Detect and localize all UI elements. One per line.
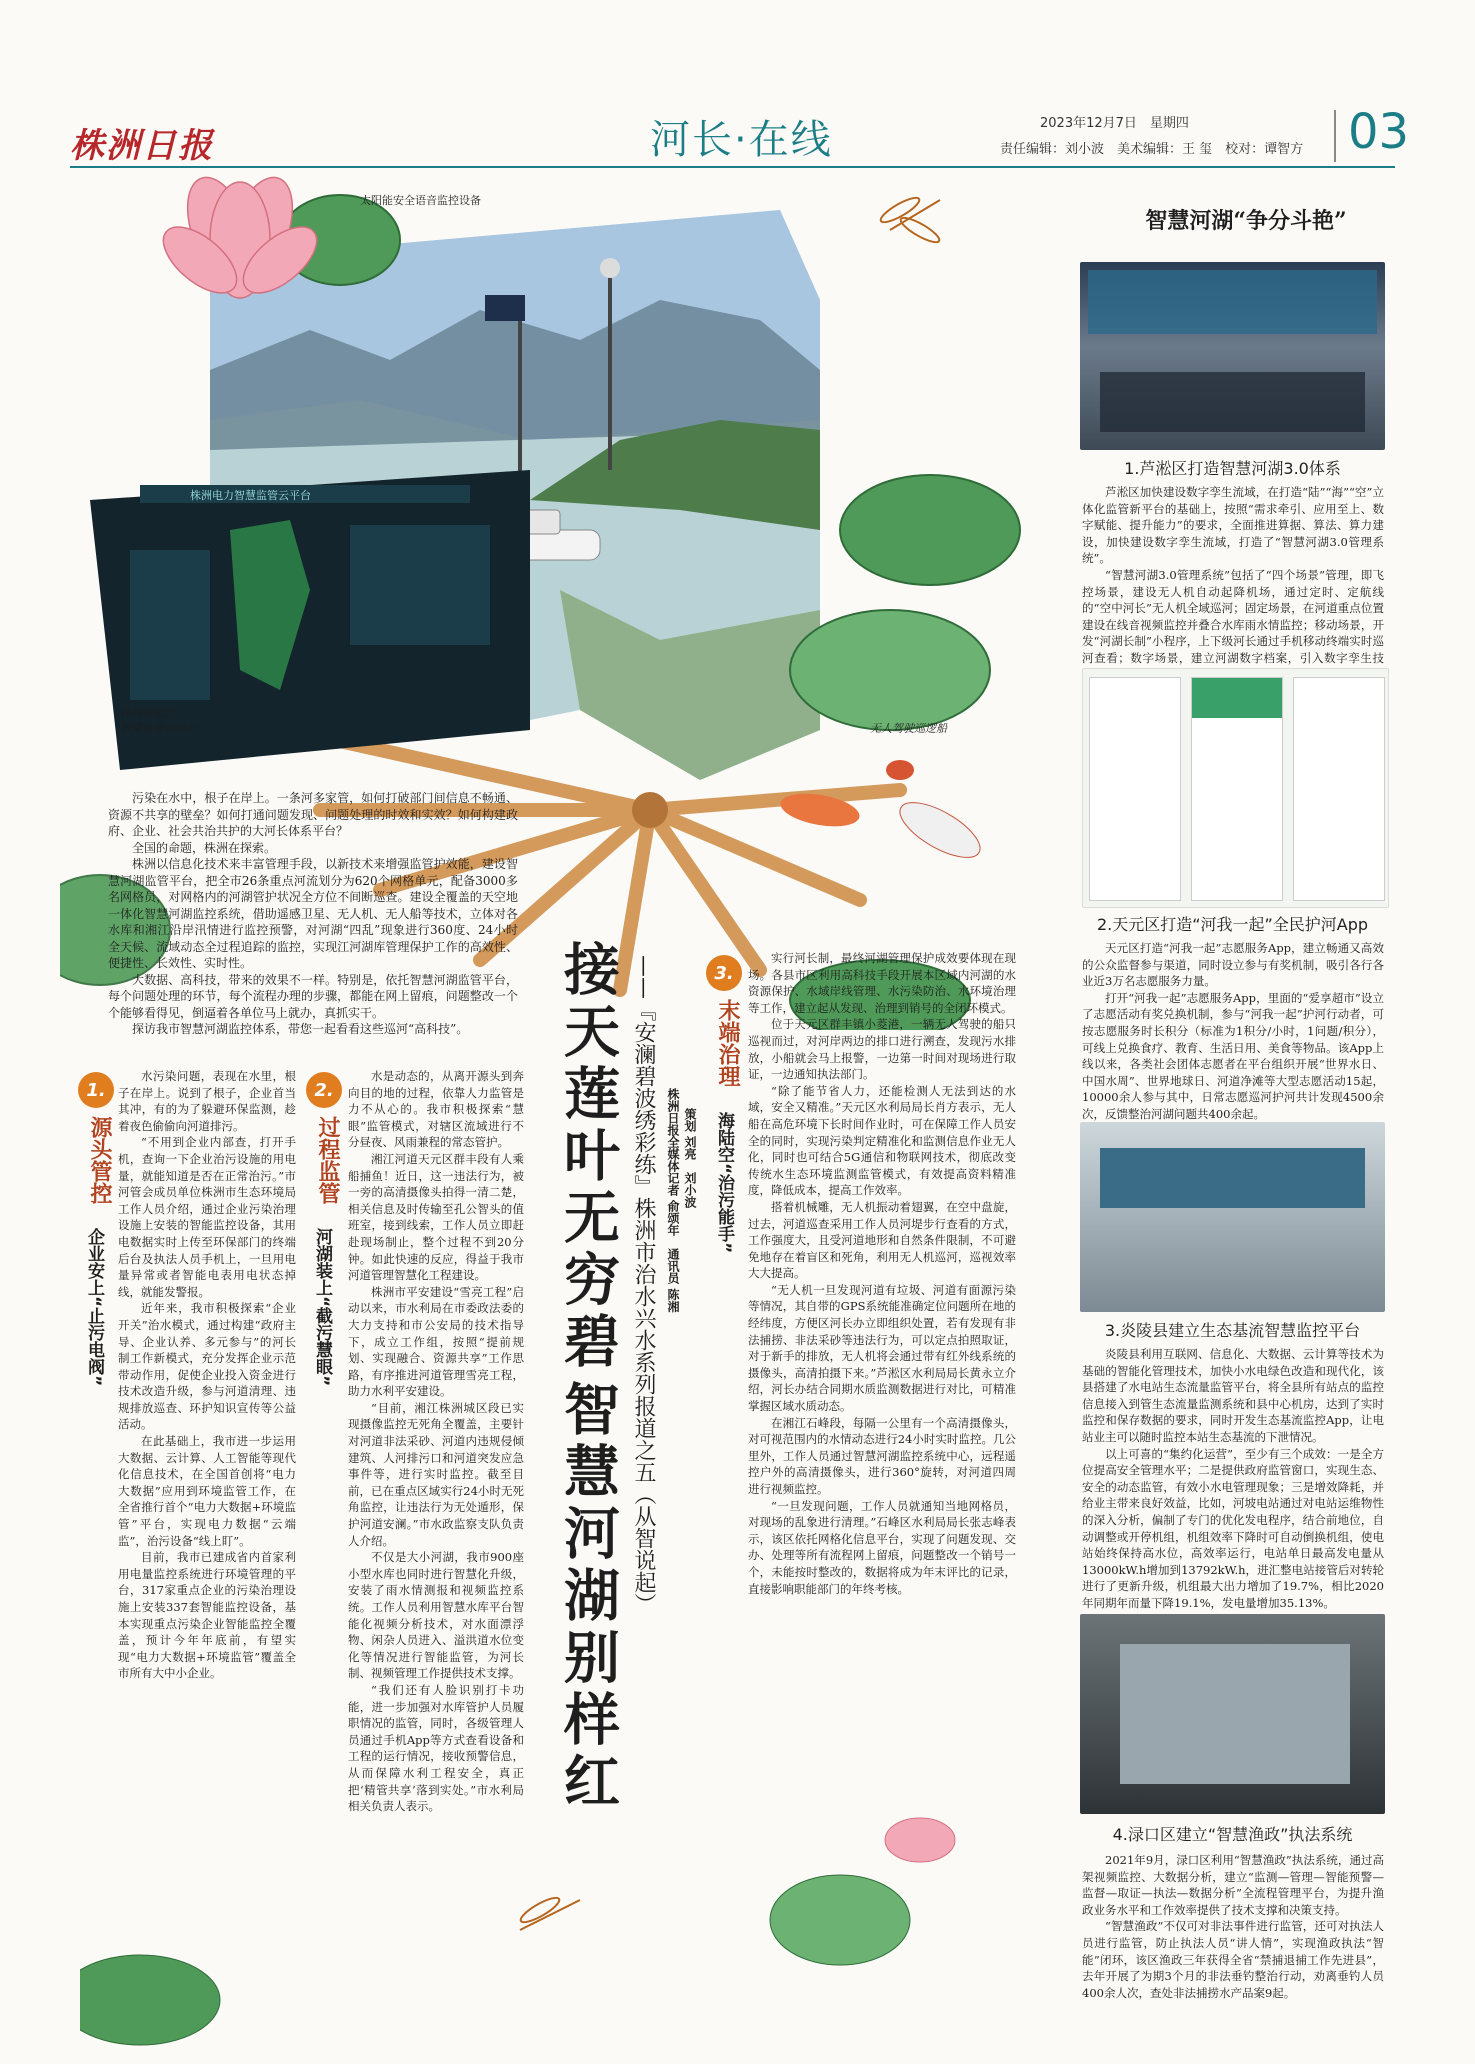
sidebar-paragraph: 天元区打造“河我一起”志愿服务App，建立畅通又高效的公众监督参与渠道，同时设立参与有奖机制，吸引各行各业近3万名志愿服务力量。 — [1082, 941, 1384, 989]
section-2-header — [306, 1072, 343, 1204]
section-3-header — [706, 955, 743, 1087]
bottom-decoration — [80, 1800, 1080, 2050]
section-1-header — [78, 1072, 115, 1204]
date-line: 2023年12月7日 星期四 — [1040, 116, 1189, 131]
sidebar-section-4-body — [1082, 1852, 1384, 2001]
lead-paragraph: 大数据、高科技，带来的效果不一样。特别是，依托智慧河湖监管平台，每个问题处理的环节，每个流程办理的步骤，都能在网上留痕，问题整改一个个能够看得见，倒逼着各单位马上就办，真抓实干。 — [108, 972, 518, 1020]
section-1-body — [118, 1068, 296, 1682]
section-2-paragraph: 株洲市平安建设“雪亮工程”启动以来，市水利局在市委政法委的大力支持和市公安局的技术指导下，成立工作组，按照“提前规划、实现融合、资源共享”工作思路，有序推进河道管理雪亮工程，助力水利平安建设。 — [348, 1284, 524, 1399]
dragonfly-icon — [518, 1894, 580, 1930]
section-3-paragraph: “无人机一旦发现河道有垃圾、河道有面源污染等情况，其自带的GPS系统能准确定位问题所在地的经纬度，方便区河长办立即组织处置，若有发现有非法捕捞、非法采砂等违法行为，可以定点拍照取证，对于新手的排放，无人机将会通过带有红外线系统的摄像头，高清拍摄下来。”芦淞区水利局局长黄永立介绍，河长办结合同期水质监测数据进行对比，可精准掌握区域水质动态。 — [748, 1282, 1016, 1414]
section-title: 河长·在线 — [650, 117, 833, 163]
section-2-subtitle: 河湖装上“截污慧眼” — [312, 1228, 332, 1387]
section-2-paragraph: “目前，湘江株洲城区段已实现摄像监控无死角全覆盖，主要针对河道非法采砂、河道内违规侵倾建筑、人河排污口和河道突发应急事件等，进行实时监控。截至目前，已在重点区域实行24小时无死角监控，让违法行为无处遁形，保护河道安澜。”市水政监察支队负责人介绍。 — [348, 1400, 524, 1548]
lead-text — [108, 790, 518, 1038]
lotus-bud-icon — [885, 1818, 955, 1862]
byline-reporters: 株洲日报全媒体记者 俞颂年 通讯员 陈湘 — [666, 1088, 680, 1313]
section-1-paragraph: 近年来，我市积极探索“企业开关”治水模式，通过构建“政府主导、企业认养、多元参与”的河长制工作新模式，充分发挥企业示范带动作用，促使企业投入资金进行技术改造升级，参与河道清理、违规排放巡查、环护知识宣传等公益活动。 — [118, 1301, 296, 1432]
section-3-paragraph: “除了能节省人力，还能检测人无法到达的水域，安全又精准。”天元区水利局局长肖方表示，无人船在高危环境下长时间作业时，可在保障工作人员安全的同时，实现污染判定精准化和监测信息作业无人化，同时也可结合5G通信和物联网技术，彻底改变传统水生态环境监测监管模式，有效提高资料精准度，降低成本，提高工作效率。 — [748, 1083, 1016, 1198]
lead-paragraph: 全国的命题，株洲在探索。 — [132, 840, 277, 855]
sidebar-paragraph: “智慧渔政”不仅可对非法事件进行监管，还可对执法人员进行监管，防止执法人员“讲人情”，实现渔政执法“智能”闭环，该区渔政三年获得全省“禁捕退捕工作先进县”，去年开展了为期3个月的非法垂钓整治行动，劝离垂钓人员400余人次，查处非法捕捞水产品案9起。 — [1082, 1919, 1384, 2000]
section-1-paragraph: 在此基础上，我市进一步运用大数据、云计算、人工智能等现代化信息技术，在全国首创将“电力大数据”应用到环境监管工作，在全省推行首个“电力大数据+环境监管”平台，实现电力数据“云端监”，治污设备“线上盯”。 — [118, 1434, 296, 1548]
section-3-paragraph: 实行河长制，最终河湖管理保护成效要体现在现场。各县市区利用高科技手段开展本区域内河湖的水资源保护、水域岸线管理、水污染防治、水环境治理等工作，建立起从发现、治理到销号的全闭环模式。 — [748, 951, 1016, 1015]
section-2-paragraph: 不仅是大小河湖，我市900座小型水库也同时进行智慧化升级，安装了雨水情测报和视频监控系统。工作人员利用智慧水库平台智能化视频分析技术，对水面漂浮物、闲杂人员进入、溢洪道水位变化等情况进行智能监管，为河长制、视频管理工作提供技术支撑。 — [348, 1550, 524, 1681]
section-1-paragraph: “不用到企业内部查，打开手机，查询一下企业治污设施的用电量，就能知道是否在正常治污。”市河管会成员单位株洲市生态环境局工作人员介绍，通过企业污染治理设施上安装的智能监控设备，其用电数据实时上传至环保部门的终端后台及执法人员手机上，一旦用电量异常或者智能电表用电状态掉线，就能发警报。 — [118, 1135, 296, 1299]
section-3-body — [748, 950, 1016, 1597]
caption-4: 4.渌口区建立“智慧渔政”执法系统 — [1112, 1825, 1353, 1844]
lotus-leaf-icon — [770, 1875, 910, 1965]
label-sensor: 太阳能安全语音监控设备 — [360, 194, 481, 207]
koi-fish-icon — [778, 760, 988, 868]
lead-paragraph: 污染在水中，根子在岸上。一条河多家管，如何打破部门间信息不畅通、资源不共享的壁垒？如何打通问题发现、问题处理的时效和实效？如何构建政府、企业、社会共治共护的大河长体系平台？ — [108, 791, 518, 838]
photo-control-room — [1080, 262, 1385, 450]
header-divider — [1334, 110, 1336, 162]
section-3-paragraph: 位于天元区群丰镇小菱港，一辆无人驾驶的船只巡视而过，对河岸两边的排口进行溯查，发现污水排放，小船就会马上报警，一边第一时间对现场进行取证，一边通知执法部门。 — [748, 1017, 1016, 1082]
section-3-title: 末端治理 — [715, 999, 740, 1087]
sidebar-section-3-body — [1082, 1346, 1384, 1612]
sidebar-title: 智慧河湖“争分斗艳” — [1145, 208, 1347, 234]
sidebar-paragraph: 打开“河我一起”志愿服务App，里面的“爱享超市”设立了志愿活动有奖兑换机制，参与“河我一起”护河行动者，可按志愿服务时长积分（标准为1积分/小时，1问题/积分），可线上兑换食疗、教育、生活日用、美食等物品。该App上线以来，各类社会团体志愿者在平台组织开展“世界水日、中国水周”、世界地球日、河道净滩等大型志愿活动15起，10000余人参与其中，日常志愿巡河护河共计发现4500余次，反馈整治河湖问题共400余起。 — [1082, 990, 1384, 1121]
sidebar-section-1-body — [1082, 484, 1384, 683]
label-platform: 株洲供电力 智慧监管云平台 — [120, 707, 197, 735]
section-1-title: 源头管控 — [87, 1116, 112, 1204]
section-2-body — [348, 1068, 524, 1815]
page-number: 03 — [1348, 104, 1410, 160]
lotus-leaf-icon — [80, 1955, 220, 2045]
caption-3: 3.炎陵县建立生态基流智慧监控平台 — [1104, 1321, 1361, 1340]
lead-paragraph: 探访我市智慧河湖监控体系，带您一起看看这些巡河“高科技”。 — [132, 1022, 469, 1036]
section-2-paragraph: “我们还有人脸识别打卡功能，进一步加强对水库管护人员履职情况的监管，同时，各级管理人员通过手机App等方式查看设备和工程的运行情况，接收预警信息，从而保障水利工程安全，真正把‘精管共享’落到实处。”市水利局相关负责人表示。 — [348, 1682, 524, 1814]
sidebar-paragraph: 炎陵县利用互联网、信息化、大数据、云计算等技术为基础的智能化管理技术，加快小水电绿色改造和现代化，该县搭建了水电站生态流量监管平台，将全县所有站点的监控信息接入到管生态流量监测系统和县中心机房，达到了实时监控和保存数据的要求，同时开发生态基流监控App，让电站业主可以随时监控本站生态基流的下泄情况。 — [1082, 1347, 1384, 1444]
caption-1: 1.芦淞区打造智慧河湖3.0体系 — [1124, 459, 1341, 478]
sidebar-paragraph: 2021年9月，渌口区利用“智慧渔政”执法系统，通过高架视频监控、大数据分析，建立“监测—管理—智能预警—监督—取证—执法—数据分析”全流程管理平台，为提升渔政业务水平和工作效率提供了技术支撑和决策支持。 — [1082, 1853, 1384, 1917]
section-2-paragraph: 水是动态的，从离开源头到奔向目的地的过程，依靠人力监管是力不从心的。我市积极探索“慧眼”监管模式，对辖区流域进行不分昼夜、风雨兼程的常态管护。 — [348, 1069, 524, 1150]
photo-fishery-enforcement — [1080, 1614, 1385, 1814]
header-rule — [70, 166, 1395, 168]
sidebar-paragraph: 以上可喜的“集约化运营”，至少有三个成效：一是全方位提高安全管理水平；二是提供政府监管窗口，实现生态、安全的动态监管，有效小水电管理现象；三是增效降耗，并给业主带来良好效益，比如，河坡电站通过对电站运维物性的深入分析，偏制了专门的优化发电程序，结合前地位，自动调整或开停机组，机组效率下降时可自动倒换机组，使电站始终保持高水位，高效率运行，电站单日最高发电量从13000kW.h增加到13792kW.h，进汇整电站接管后对转轮进行了更新升级，机组最大出力增加了19.7%，相比2020年同期年而量下降19.1%，发电量增加35.13%。 — [1082, 1446, 1384, 1610]
byline-planning: 策划 刘亮 刘小波 — [683, 1108, 697, 1209]
section-1-subtitle: 企业安上“止污电阀” — [84, 1228, 104, 1387]
lead-paragraph: 株洲以信息化技术来丰富管理手段，以新技术来增强监管护效能，建设智慧河湖监管平台，把全市26条重点河流划分为620个网格单元，配备3000多名网格员，对网格内的河湖管护状况全方位不间断巡查。建设全覆盖的天空地一体化智慧河湖监控系统，借助遥感卫星、无人机、无人船等技术，立体对各水库和湘江沿岸汛情进行监控预警，对河湖“四乱”现象进行360度、24小时全天候、流域动态全过程追踪的监控，实现江河湖库管理保护工作的高效性、便捷性、长效性、实时性。 — [108, 857, 518, 970]
label-boat: 无人驾驶巡逻船 — [870, 722, 947, 735]
headline-main-1: 接天莲叶无穷碧 — [555, 940, 620, 1374]
section-3-paragraph: “一旦发现问题，工作人员就通知当地网格员，对现场的乱象进行清理。”石峰区水利局局长张志峰表示，该区依托网格化信息平台，实现了问题发现、交办、处理等所有流程网上留痕，问题整改一个销号一个，未能按时整改的，数据将成为年末评比的记录，直接影响职能部门的年终考核。 — [748, 1498, 1016, 1596]
sidebar-paragraph: 芦淞区加快建设数字孪生流域，在打造“陆”“海”“空”立体化监管新平台的基础上，按照“需求牵引、应用至上、数字赋能、提升能力”的要求，全面推进算据、算法、算力建设，加快建设数字孪生流域，打造了“智慧河湖3.0管理系统”。 — [1082, 485, 1384, 566]
sidebar-paragraph: “智慧河湖3.0管理系统”包括了“四个场景”管理，即飞控场景，建设无人机自动起降机场，通过定时、定航线的“空中河长”无人机全域巡河；固定场景，在河道重点位置建设在线音视频监控并叠合水库雨水情监控；移动场景，开发“河湖长制”小程序，上下级河长通过手机移动终端实时巡河查看；数字场景，建立河湖数字档案，引入数字孪生技 — [1082, 567, 1384, 665]
editors-line: 责任编辑：刘小波 美术编辑：王 玺 校对：谭智方 — [1000, 142, 1304, 157]
section-3-number: 3. — [706, 955, 742, 991]
caption-2: 2.天元区打造“河我一起”全民护河App — [1096, 915, 1369, 934]
section-1-number: 1. — [78, 1072, 114, 1108]
headline-main-2: 智慧河湖别样红 — [555, 1380, 620, 1814]
section-2-number: 2. — [306, 1072, 342, 1108]
section-1-paragraph: 目前，我市已建成省内首家利用电量监控系统进行环境管理的平台，317家重点企业的污染治理设施上安装337套智能监控设备，基本实现重点污染企业智能监控全覆盖，预计今年年底前，有望实现“电力大数据+环境监管”覆盖全市所有大中小企业。 — [118, 1550, 296, 1681]
section-2-paragraph: 湘江河道天元区群丰段有人乘船捕鱼！近日，这一违法行为，被一旁的高清摄像头拍得一清二楚，相关信息及时传输至孔公智头的值班室，接到线索，工作人员立即赶赴现场制止，整个过程不到20分钟。如此快速的反应，得益于我市河道管理智慧化工程建设。 — [348, 1151, 524, 1283]
photo-app-screens — [1082, 668, 1389, 908]
section-3-paragraph: 在湘江石峰段，每隔一公里有一个高清摄像头，对可视范围内的水情动态进行24小时实时监控。几公里外，工作人员通过智慧河湖监控系统中心，远程遥控户外的高清摄像头，进行360°旋转，对河道四周进行视频监控。 — [748, 1415, 1016, 1496]
section-2-title: 过程监管 — [315, 1116, 340, 1204]
section-3-paragraph: 搭着机械雕，无人机振动着翅翼，在空中盘旋，过去，河道巡查采用工作人员河堤步行查看的方式，工作强度大，且受河道地形和自然条件限制，不可避免地存在着盲区和死角，利用无人机巡河，巡视效率大大提高。 — [748, 1199, 1016, 1281]
platform-screen-title: 株洲电力智慧监管云平台 — [190, 489, 311, 502]
section-3-subtitle: 海陆空“治污能手” — [714, 1112, 734, 1254]
newspaper-logo: 株洲日报 — [70, 126, 214, 166]
dragonfly-icon — [878, 194, 942, 246]
photo-monitoring-center — [1080, 1122, 1385, 1312]
headline-series: ——『安澜碧波绣彩练』株洲市治水兴水系列报道之五（从智说起） — [631, 955, 656, 1615]
section-1-paragraph: 水污染问题，表现在水里，根子在岸上。说到了根子，企业首当其冲，有的为了躲避环保监测，趁着夜色偷偷向河道排污。 — [118, 1069, 296, 1133]
sidebar-section-2-body — [1082, 940, 1384, 1123]
